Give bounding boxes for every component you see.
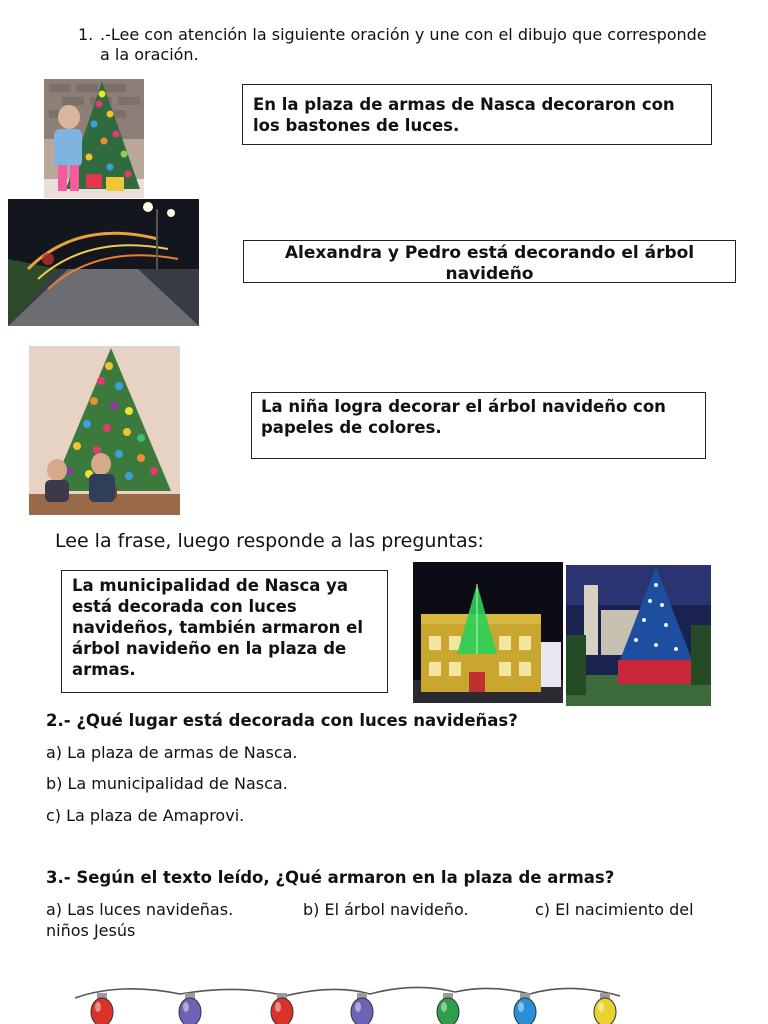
reading-passage-box (61, 570, 388, 693)
municipality-lights-photo (413, 562, 563, 703)
kids-felt-tree-photo (29, 346, 180, 515)
light-bulb-icon (91, 993, 113, 1024)
child-felt-tree-photo (44, 79, 144, 198)
question-3-option-b[interactable]: b) El árbol navideño. (303, 900, 469, 919)
sentence-text: Alexandra y Pedro está decorando el árbol navideño (284, 243, 695, 283)
passage-text: La municipalidad de Nasca ya está decorada con luces navideños, también armaron el árbol navideño en la plaza de armas. (72, 576, 363, 679)
instruction-text: .-Lee con atención la siguiente oración y une con el dibujo que corresponde a la oración. (100, 25, 707, 64)
question-2-title: 2.- ¿Qué lugar está decorada con luces navideñas? (46, 711, 518, 730)
question-3-option-c-continued: niños Jesús (46, 921, 136, 940)
question-3-option-a[interactable]: a) Las luces navideñas. (46, 900, 234, 919)
question-3-option-c[interactable]: c) El nacimiento del (535, 900, 694, 919)
question-2-option-b[interactable]: b) La municipalidad de Nasca. (46, 774, 288, 793)
reading-instruction: Lee la frase, luego responde a las preguntas: (55, 530, 484, 552)
plaza-lights-photo (8, 199, 199, 326)
sentence-box-nina[interactable] (251, 392, 706, 459)
sentence-text: La niña logra decorar el árbol navideño con papeles de colores. (261, 397, 666, 437)
light-bulb-icon (271, 993, 293, 1024)
question-2-option-a[interactable]: a) La plaza de armas de Nasca. (46, 743, 298, 762)
question-1-instruction (78, 25, 718, 65)
plaza-tree-church-photo (566, 565, 711, 706)
question-number: 1. (78, 25, 94, 44)
sentence-box-alexandra-pedro[interactable] (243, 240, 736, 283)
light-bulb-icon (179, 993, 201, 1024)
light-bulb-icon (351, 993, 373, 1024)
light-bulb-icon (594, 993, 616, 1024)
question-3-title: 3.- Según el texto leído, ¿Qué armaron en la plaza de armas? (46, 868, 615, 887)
christmas-lights-garland (70, 980, 630, 1024)
light-bulb-icon (514, 993, 536, 1024)
question-2-option-c[interactable]: c) La plaza de Amaprovi. (46, 806, 245, 825)
sentence-text: En la plaza de armas de Nasca decoraron con los bastones de luces. (253, 95, 675, 135)
light-bulb-icon (437, 993, 459, 1024)
sentence-box-plaza[interactable] (242, 84, 712, 145)
